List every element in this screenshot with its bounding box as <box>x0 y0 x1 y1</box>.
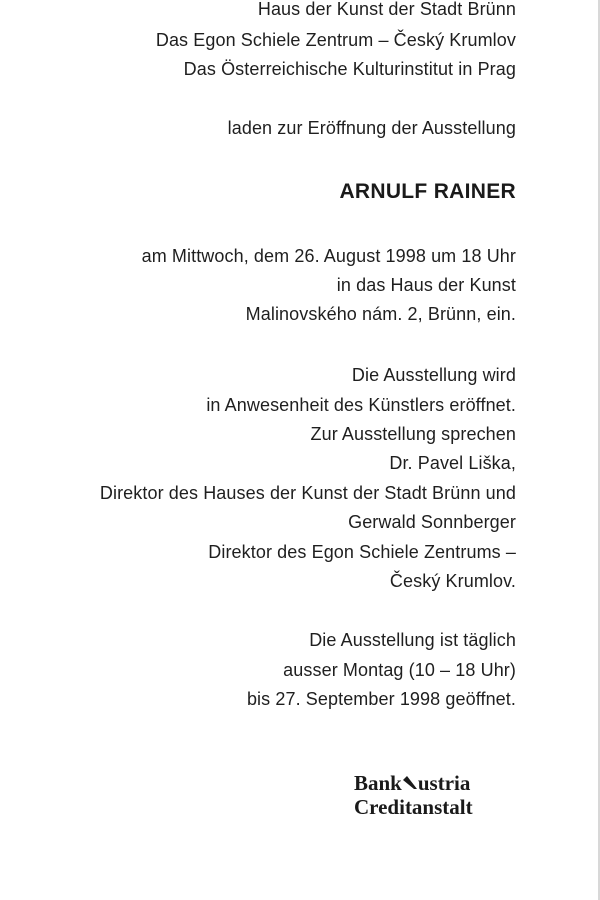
logo-text-ustria: ustria <box>417 771 471 795</box>
hours-line-1: Die Ausstellung ist täglich <box>309 630 516 650</box>
date-line-1: am Mittwoch, dem 26. August 1998 um 18 Uhr <box>141 246 516 266</box>
opening-line-1: Die Ausstellung wird <box>351 365 516 385</box>
host-line-1: Haus der Kunst der Stadt Brünn <box>257 0 516 19</box>
date-line-2: in das Haus der Kunst <box>336 275 516 295</box>
opening-line-8: Český Krumlov. <box>389 571 516 591</box>
artist-name: ARNULF RAINER <box>339 180 516 203</box>
bank-austria-a-mark-icon <box>402 774 418 796</box>
invitation-line: laden zur Eröffnung der Ausstellung <box>227 118 516 138</box>
logo-line-1 <box>354 772 514 796</box>
opening-line-3: Zur Ausstellung sprechen <box>310 424 516 444</box>
logo-text-bank: Bank <box>354 771 402 795</box>
hours-line-3: bis 27. September 1998 geöffnet. <box>246 689 516 709</box>
opening-line-2: in Anwesenheit des Künstlers eröffnet. <box>206 395 516 415</box>
opening-line-4: Dr. Pavel Liška, <box>389 453 516 473</box>
opening-line-5: Direktor des Hauses der Kunst der Stadt Brünn und <box>99 483 516 503</box>
date-line-3: Malinovského nám. 2, Brünn, ein. <box>245 304 516 324</box>
opening-line-7: Direktor des Egon Schiele Zentrums – <box>208 542 516 562</box>
logo-line-2: Creditanstalt <box>354 795 473 819</box>
opening-line-6: Gerwald Sonnberger <box>348 512 516 532</box>
host-line-3: Das Österreichische Kulturinstitut in Prag <box>183 59 516 79</box>
hours-line-2: ausser Montag (10 – 18 Uhr) <box>283 660 516 680</box>
host-line-2: Das Egon Schiele Zentrum – Český Krumlov <box>155 30 516 50</box>
bank-austria-logo <box>354 772 514 818</box>
